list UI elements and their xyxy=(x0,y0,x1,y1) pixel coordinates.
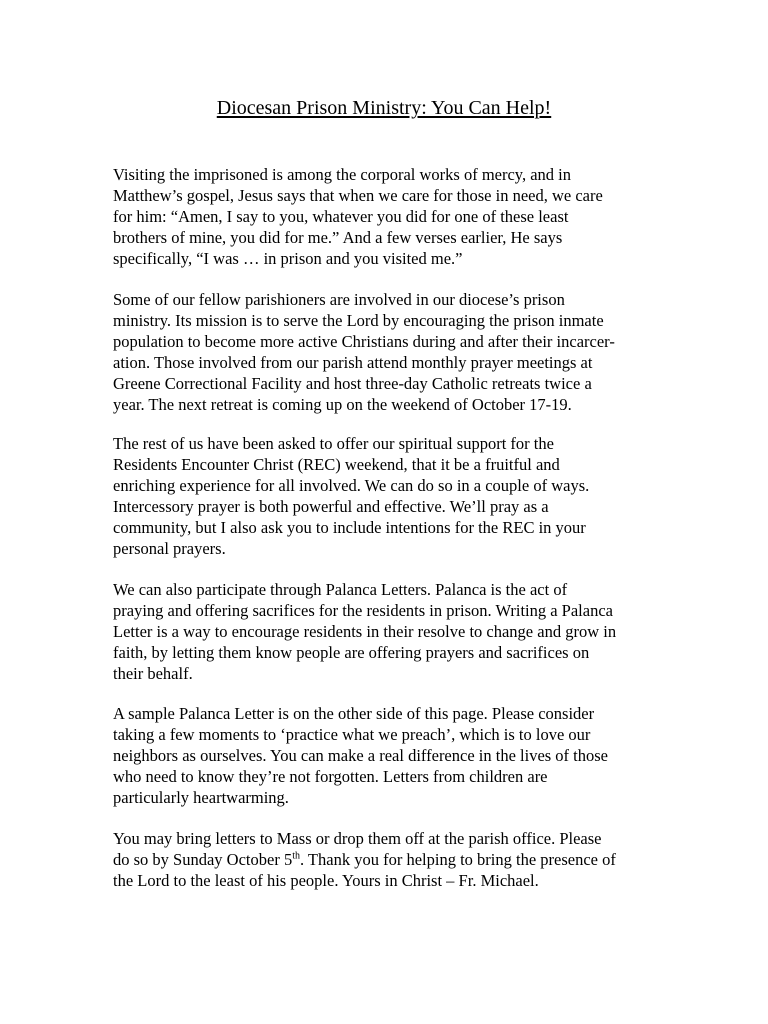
text-segment: do so by Sunday October 5 xyxy=(113,850,293,869)
ordinal-suffix: th xyxy=(292,850,300,862)
signature-line: the Lord to the least of his people. Yours in Christ – Fr. Michael. xyxy=(113,871,539,890)
text-line: ministry. Its mission is to serve the Lord by encouraging the prison inmate xyxy=(113,311,604,330)
text-line: personal prayers. xyxy=(113,539,226,558)
text-line: Residents Encounter Christ (REC) weekend, that it be a fruitful and xyxy=(113,455,560,474)
text-line: specifically, “I was … in prison and you visited me.” xyxy=(113,249,463,268)
text-line: for him: “Amen, I say to you, whatever you did for one of these least xyxy=(113,207,569,226)
text-line: brothers of mine, you did for me.” And a few verses earlier, He says xyxy=(113,228,563,247)
paragraph-2 xyxy=(113,289,673,415)
text-line: population to become more active Christians during and after their incarcer- xyxy=(113,332,615,351)
text-line: faith, by letting them know people are offering prayers and sacrifices on xyxy=(113,643,590,662)
text-line: praying and offering sacrifices for the residents in prison. Writing a Palanca xyxy=(113,601,613,620)
text-line: neighbors as ourselves. You can make a real difference in the lives of those xyxy=(113,746,609,765)
text-line: Letter is a way to encourage residents in their resolve to change and grow in xyxy=(113,622,617,641)
text-segment: . Thank you for helping to bring the presence of xyxy=(299,850,616,869)
text-line: enriching experience for all involved. We can do so in a couple of ways. xyxy=(113,476,590,495)
text-line: You may bring letters to Mass or drop them off at the parish office. Please xyxy=(113,829,602,848)
text-line: taking a few moments to ‘practice what we preach’, which is to love our xyxy=(113,725,591,744)
closing-paragraph xyxy=(113,828,673,891)
text-line: year. The next retreat is coming up on the weekend of October 17-19. xyxy=(113,395,572,414)
text-line: ation. Those involved from our parish attend monthly prayer meetings at xyxy=(113,353,593,372)
text-line: Greene Correctional Facility and host three-day Catholic retreats twice a xyxy=(113,374,592,393)
text-line: particularly heartwarming. xyxy=(113,788,289,807)
text-line: We can also participate through Palanca Letters. Palanca is the act of xyxy=(113,580,568,599)
text-line: A sample Palanca Letter is on the other side of this page. Please consider xyxy=(113,704,595,723)
text-line: The rest of us have been asked to offer our spiritual support for the xyxy=(113,434,554,453)
paragraph-4 xyxy=(113,579,673,684)
text-line: Some of our fellow parishioners are involved in our diocese’s prison xyxy=(113,290,565,309)
text-line: Matthew’s gospel, Jesus says that when we care for those in need, we care xyxy=(113,186,603,205)
text-line xyxy=(113,849,673,870)
text-line: Visiting the imprisoned is among the corporal works of mercy, and in xyxy=(113,165,572,184)
paragraph-1 xyxy=(113,164,673,269)
paragraph-5 xyxy=(113,703,673,808)
text-line: who need to know they’re not forgotten. Letters from children are xyxy=(113,767,548,786)
text-line: their behalf. xyxy=(113,664,193,683)
document-title: Diocesan Prison Ministry: You Can Help! xyxy=(216,97,552,119)
paragraph-3 xyxy=(113,433,673,559)
text-line: Intercessory prayer is both powerful and effective. We’ll pray as a xyxy=(113,497,549,516)
text-line: community, but I also ask you to include intentions for the REC in your xyxy=(113,518,586,537)
